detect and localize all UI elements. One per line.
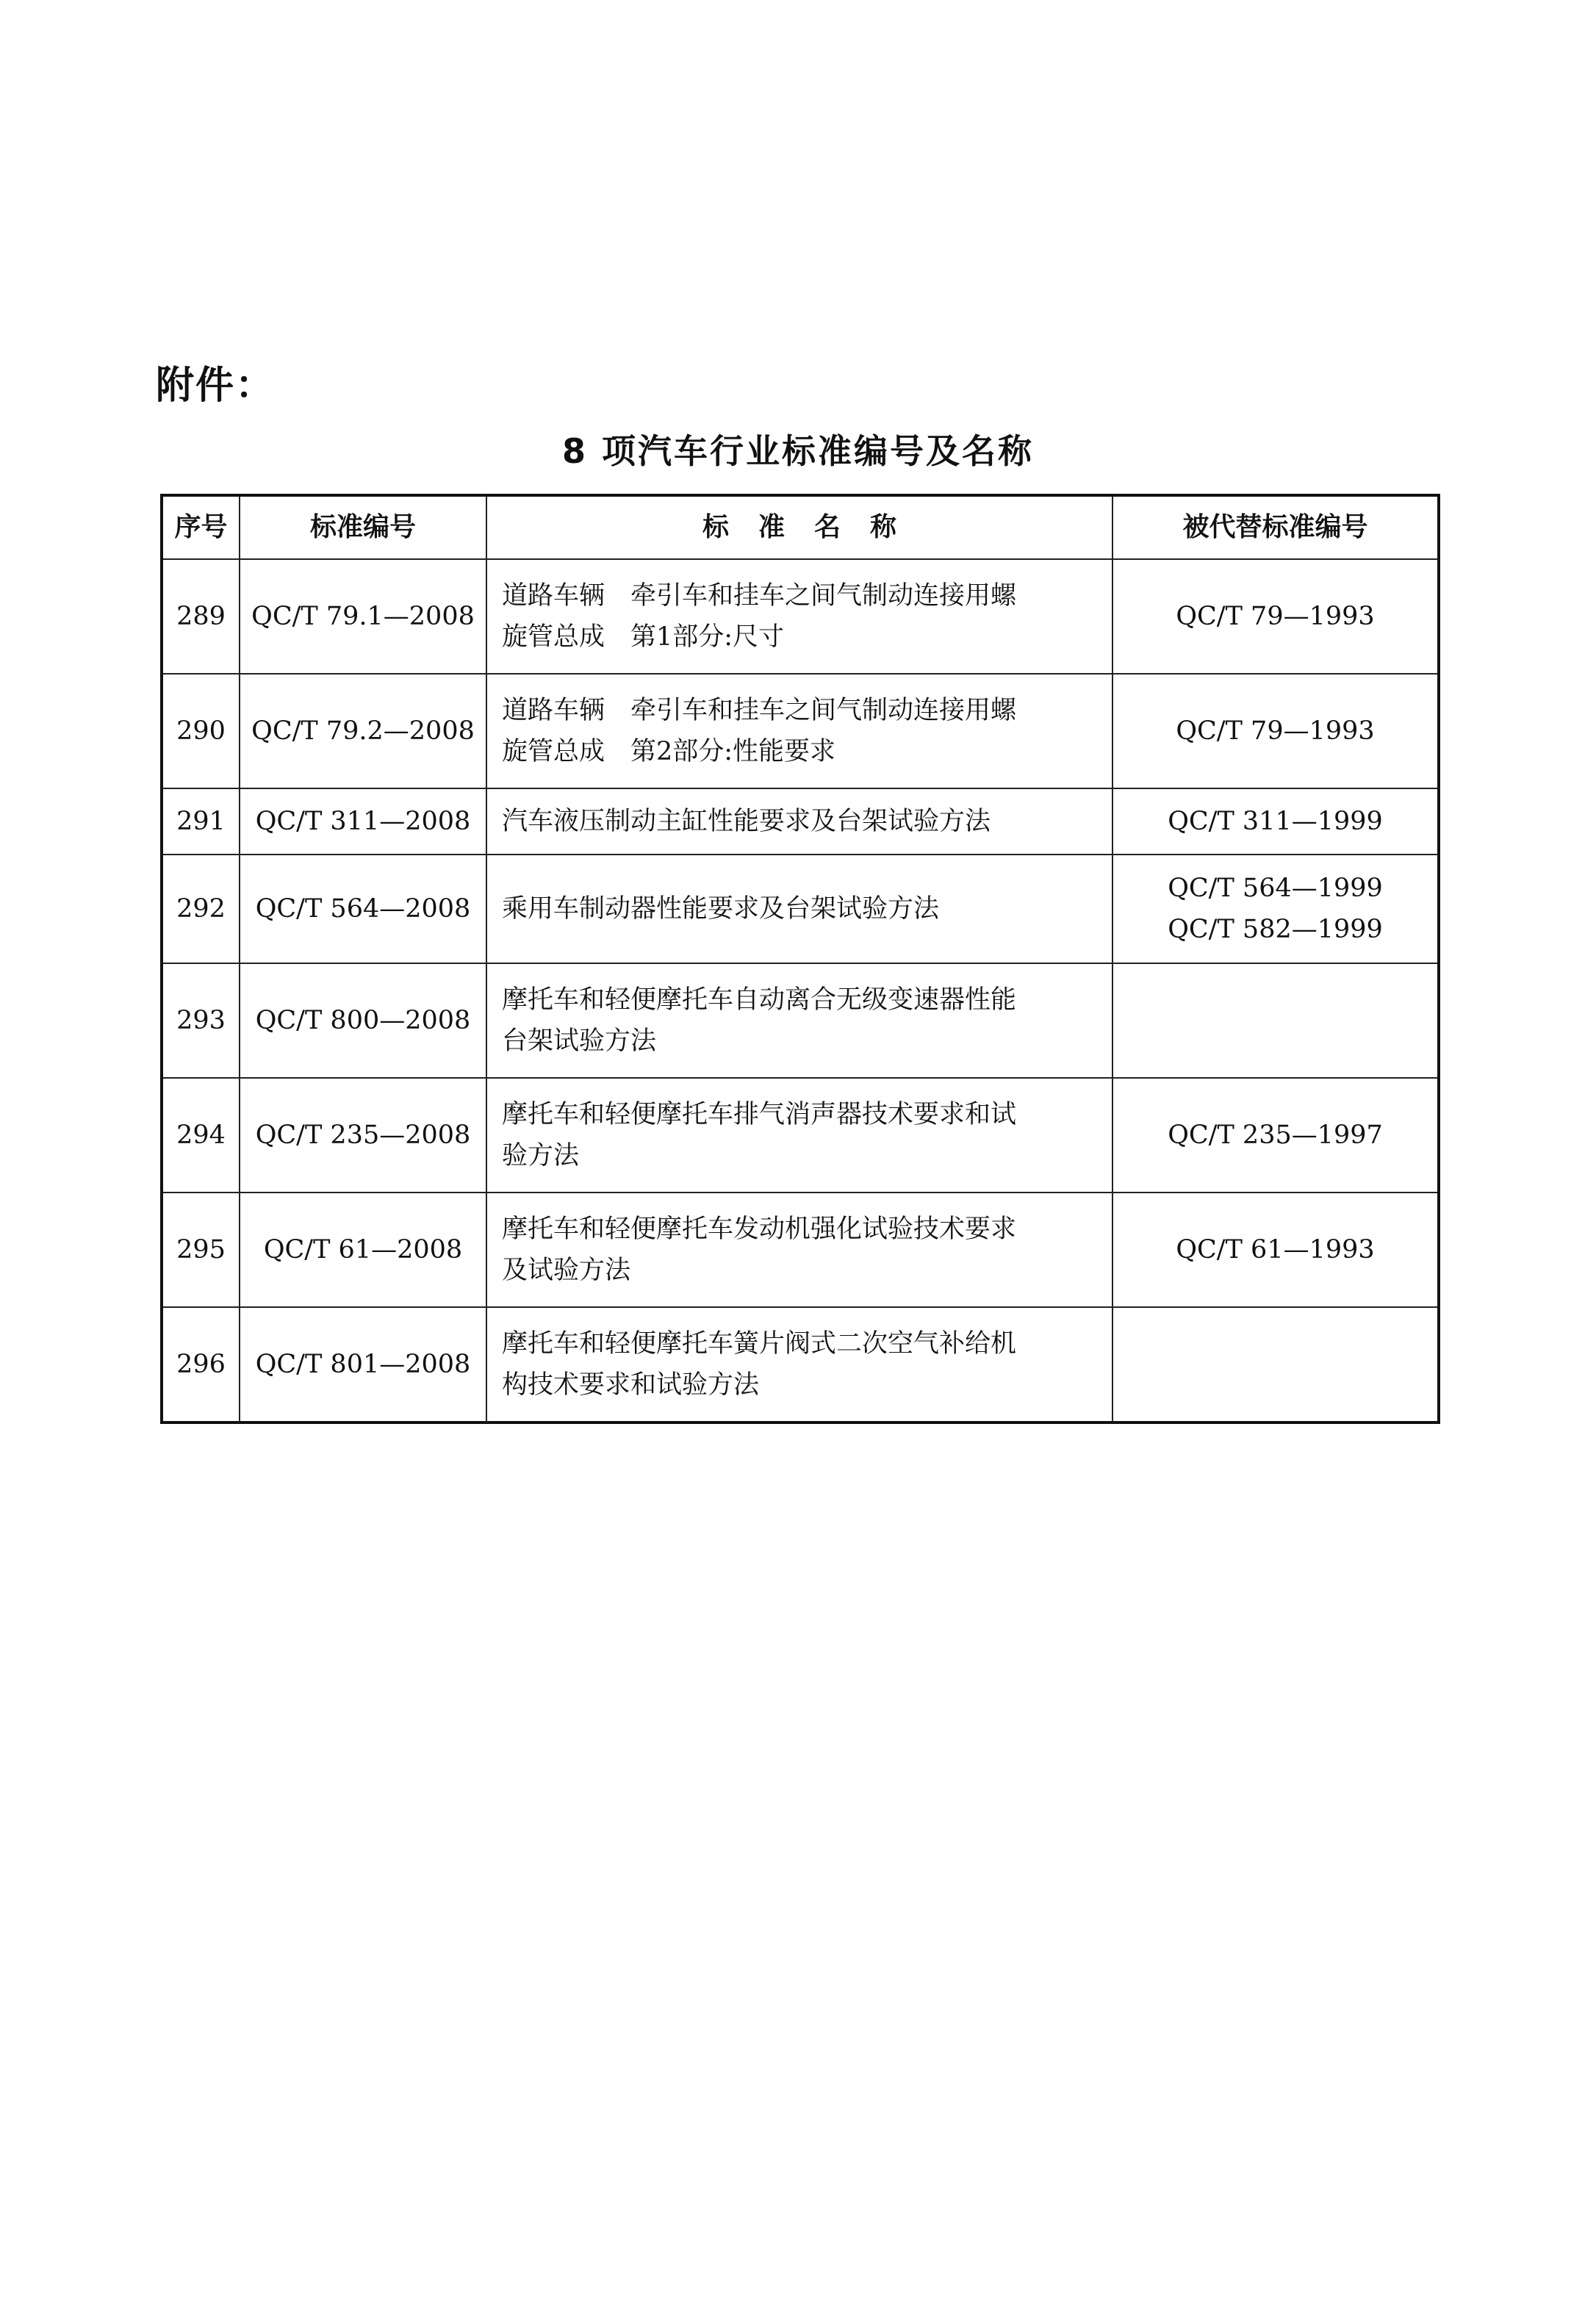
row-standard-code: QC/T 800—2008: [240, 963, 486, 1078]
name-line: 乘用车制动器性能要求及台架试验方法: [502, 894, 940, 924]
table-row: [162, 1078, 1439, 1193]
header-standard-code: 标准编号: [240, 495, 486, 559]
name-line: 摩托车和轻便摩托车排气消声器技术要求和试: [502, 1100, 1017, 1129]
table-row: [162, 788, 1439, 855]
name-line: 道路车辆 牵引车和挂车之间气制动连接用螺: [502, 696, 1017, 725]
name-line: 构技术要求和试验方法: [502, 1370, 760, 1400]
row-standard-name: [486, 559, 1112, 674]
row-standard-name: [486, 674, 1112, 788]
header-seq: 序号: [162, 495, 240, 559]
row-seq: 295: [162, 1193, 240, 1307]
row-seq: 291: [162, 788, 240, 855]
row-standard-code: QC/T 311—2008: [240, 788, 486, 855]
name-line: 验方法: [502, 1141, 580, 1170]
row-standard-name: [486, 1193, 1112, 1307]
row-replaced-code: [1112, 1307, 1439, 1422]
row-replaced-code: [1112, 1078, 1439, 1193]
row-standard-code: QC/T 79.2—2008: [240, 674, 486, 788]
replaced-code: QC/T 582—1999: [1168, 915, 1383, 944]
name-line: 旋管总成 第1部分:尺寸: [502, 622, 785, 652]
row-standard-name: [486, 788, 1112, 855]
name-line: 汽车液压制动主缸性能要求及台架试验方法: [502, 807, 991, 836]
row-replaced-code: [1112, 855, 1439, 963]
name-line: 旋管总成 第2部分:性能要求: [502, 737, 836, 766]
row-standard-code: QC/T 801—2008: [240, 1307, 486, 1422]
table-row: [162, 1307, 1439, 1422]
row-standard-code: QC/T 79.1—2008: [240, 559, 486, 674]
row-seq: 296: [162, 1307, 240, 1422]
row-replaced-code: [1112, 674, 1439, 788]
row-seq: 289: [162, 559, 240, 674]
document-title: 8 项汽车行业标准编号及名称: [561, 431, 1035, 471]
name-line: 及试验方法: [502, 1256, 631, 1285]
table-row: [162, 559, 1439, 674]
name-line: 道路车辆 牵引车和挂车之间气制动连接用螺: [502, 581, 1017, 611]
attachment-label: 附件：: [156, 364, 276, 408]
row-replaced-code: [1112, 963, 1439, 1078]
row-standard-name: [486, 1307, 1112, 1422]
row-standard-name: [486, 1078, 1112, 1193]
table-row: [162, 855, 1439, 963]
replaced-code: QC/T 564—1999: [1168, 874, 1383, 903]
row-seq: 292: [162, 855, 240, 963]
name-line: 台架试验方法: [502, 1026, 657, 1056]
row-replaced-code: [1112, 1193, 1439, 1307]
standards-table: [160, 494, 1440, 1424]
name-line: 摩托车和轻便摩托车自动离合无级变速器性能: [502, 985, 1017, 1015]
row-seq: 290: [162, 674, 240, 788]
row-seq: 293: [162, 963, 240, 1078]
row-standard-code: QC/T 564—2008: [240, 855, 486, 963]
name-line: 摩托车和轻便摩托车簧片阀式二次空气补给机: [502, 1329, 1017, 1359]
row-replaced-code: [1112, 788, 1439, 855]
replaced-code: QC/T 79—1993: [1176, 716, 1375, 746]
header-standard-name: 标准名称: [486, 495, 1112, 559]
row-standard-name: [486, 963, 1112, 1078]
row-standard-name: [486, 855, 1112, 963]
row-replaced-code: [1112, 559, 1439, 674]
replaced-code: QC/T 311—1999: [1168, 807, 1383, 836]
replaced-code: QC/T 61—1993: [1176, 1235, 1375, 1265]
table-header-row: [162, 495, 1439, 559]
replaced-code: QC/T 79—1993: [1176, 602, 1375, 631]
name-line: 摩托车和轻便摩托车发动机强化试验技术要求: [502, 1215, 1017, 1244]
row-standard-code: QC/T 235—2008: [240, 1078, 486, 1193]
table-row: [162, 1193, 1439, 1307]
row-standard-code: QC/T 61—2008: [240, 1193, 486, 1307]
header-replaced-code: 被代替标准编号: [1112, 495, 1439, 559]
table-row: [162, 963, 1439, 1078]
table-row: [162, 674, 1439, 788]
row-seq: 294: [162, 1078, 240, 1193]
replaced-code: QC/T 235—1997: [1168, 1121, 1383, 1150]
